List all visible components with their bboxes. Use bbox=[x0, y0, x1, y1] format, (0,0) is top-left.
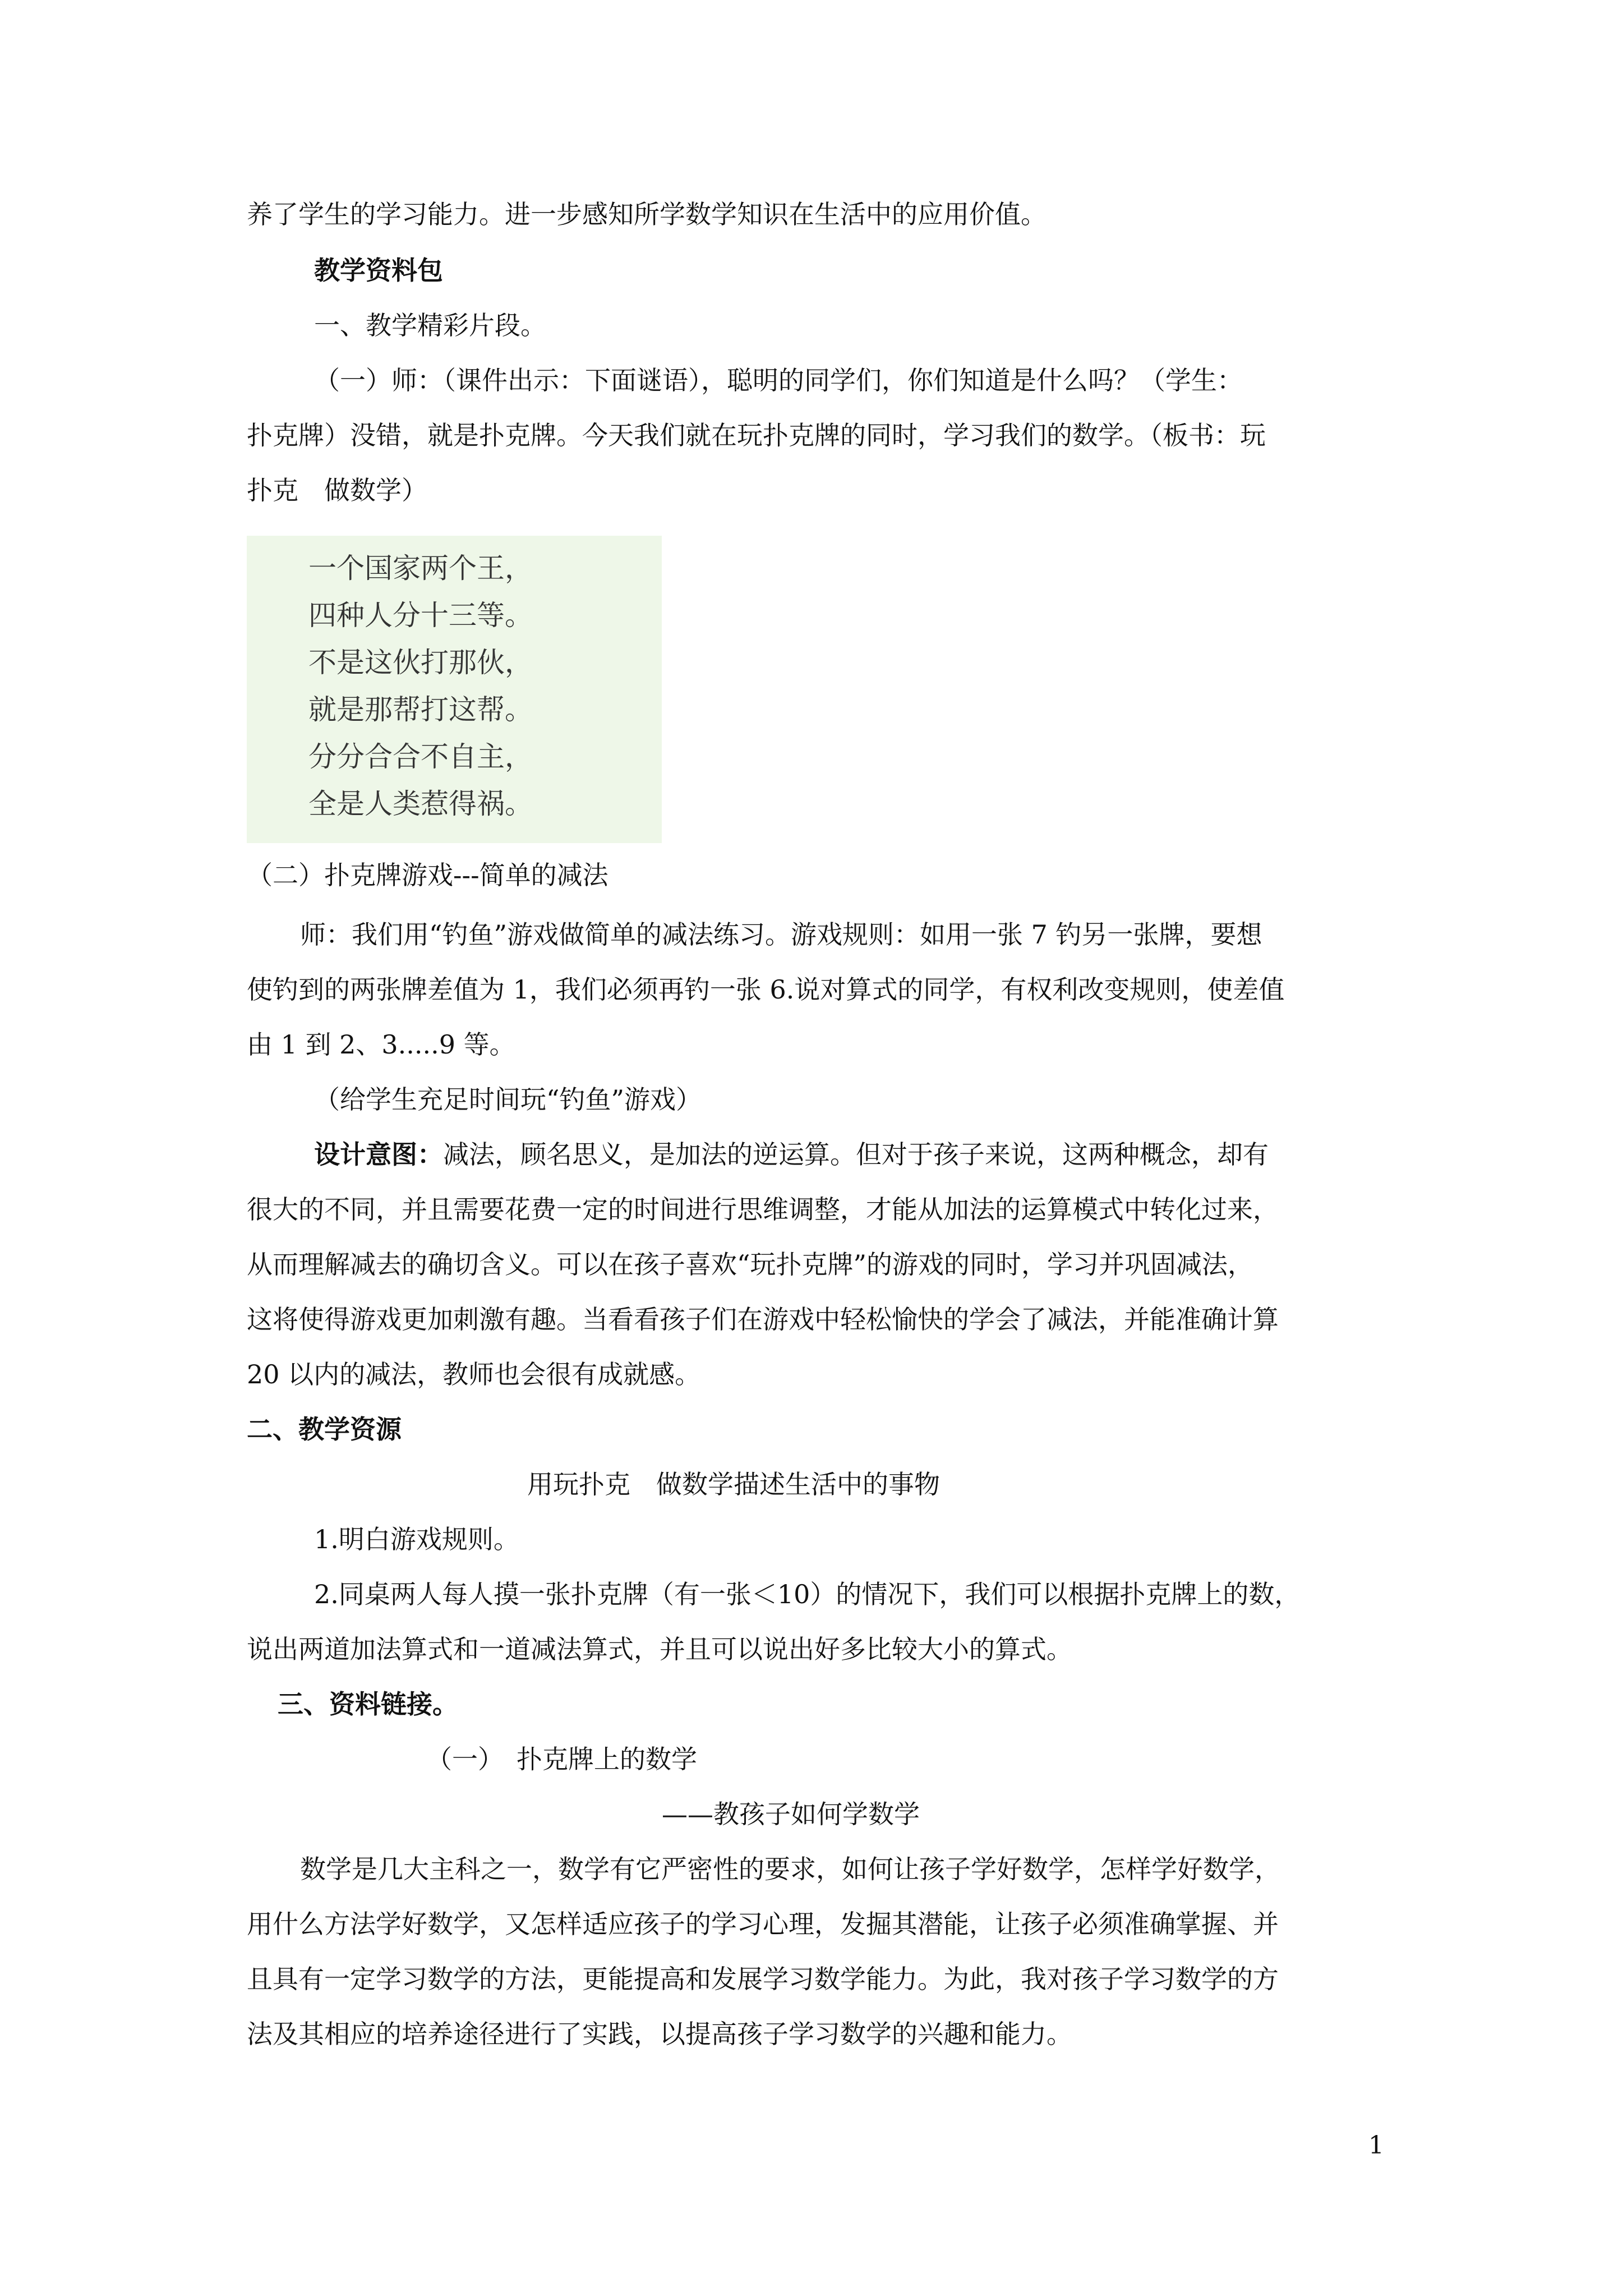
paragraph-math-line-2: 用什么方法学好数学，又怎样适应孩子的学习心理，发掘其潜能，让孩子必须准确掌握、并 bbox=[247, 1909, 1279, 1939]
riddle-line: 四种人分十三等。 bbox=[308, 599, 533, 632]
paragraph-intro-line-2: 扑克牌）没错，就是扑克牌。今天我们就在玩扑克牌的同时，学习我们的数学。（板书：玩 bbox=[247, 420, 1266, 450]
paragraph-design-intent-line-5: 20 以内的减法，教师也会很有成就感。 bbox=[247, 1359, 701, 1389]
paragraph-math-line-3: 且具有一定学习数学的方法，更能提高和发展学习数学能力。为此，我对孩子学习数学的方 bbox=[247, 1964, 1279, 1994]
paragraph-rule-2-line-2: 说出两道加法算式和一道减法算式，并且可以说出好多比较大小的算式。 bbox=[247, 1634, 1072, 1664]
heading-section-two: 二、教学资源 bbox=[247, 1414, 402, 1444]
paragraph-design-intent-line-2: 很大的不同，并且需要花费一定的时间进行思维调整，才能从加法的运算模式中转化过来， bbox=[247, 1194, 1279, 1225]
paragraph-game-rules-line-2: 使钓到的两张牌差值为 1，我们必须再钓一张 6.说对算式的同学，有权利改变规则，使差值 bbox=[247, 974, 1285, 1005]
paragraph-intro-line-1: （一）师：（课件出示：下面谜语），聪明的同学们，你们知道是什么吗？（学生： bbox=[314, 365, 1243, 395]
paragraph-rule-2-line-1: 2.同桌两人每人摸一张扑克牌（有一张＜10）的情况下，我们可以根据扑克牌上的数， bbox=[314, 1579, 1301, 1609]
heading-poker-game: （二）扑克牌游戏---简单的减法 bbox=[247, 860, 608, 890]
riddle-line: 不是这伙打那伙， bbox=[308, 646, 533, 679]
paragraph-game-rules-line-3: 由 1 到 2、3.....9 等。 bbox=[247, 1029, 515, 1060]
page-number: 1 bbox=[1368, 2131, 1384, 2160]
riddle-image bbox=[247, 536, 662, 843]
paragraph-design-intent-line-4: 这将使得游戏更加刺激有趣。当看看孩子们在游戏中轻松愉快的学会了减法，并能准确计算 bbox=[247, 1304, 1279, 1335]
design-intent-text: 减法，顾名思义，是加法的逆运算。但对于孩子来说，这两种概念，却有 bbox=[443, 1139, 1269, 1170]
paragraph-design-intent-line-1 bbox=[314, 1138, 1269, 1171]
paragraph-continuation: 养了学生的学习能力。进一步感知所学数学知识在生活中的应用价值。 bbox=[247, 199, 1046, 229]
paragraph-math-line-4: 法及其相应的培养途径进行了实践，以提高孩子学习数学的兴趣和能力。 bbox=[247, 2019, 1072, 2049]
paragraph-intro-line-3: 扑克 做数学） bbox=[247, 475, 427, 505]
heading-section-two-subtitle: 用玩扑克 做数学描述生活中的事物 bbox=[527, 1469, 940, 1499]
paragraph-game-rules-line-1: 师：我们用“钓鱼”游戏做简单的减法练习。游戏规则：如用一张 7 钓另一张牌，要想 bbox=[300, 919, 1262, 950]
riddle-line: 分分合合不自主， bbox=[308, 740, 533, 773]
riddle-line: 一个国家两个王， bbox=[308, 552, 533, 585]
heading-section-three-subtitle: （一） 扑克牌上的数学 bbox=[426, 1744, 697, 1774]
heading-teaching-materials: 教学资料包 bbox=[314, 255, 443, 286]
heading-section-three: 三、资料链接。 bbox=[278, 1689, 458, 1719]
paragraph-rule-1: 1.明白游戏规则。 bbox=[314, 1524, 519, 1554]
paragraph-play-time: （给学生充足时间玩“钓鱼”游戏） bbox=[314, 1084, 702, 1115]
paragraph-design-intent-line-3: 从而理解减去的确切含义。可以在孩子喜欢“玩扑克牌”的游戏的同时，学习并巩固减法， bbox=[247, 1249, 1254, 1280]
riddle-line: 就是那帮打这帮。 bbox=[308, 693, 533, 726]
paragraph-math-line-1: 数学是几大主科之一，数学有它严密性的要求，如何让孩子学好数学，怎样学好数学， bbox=[300, 1854, 1280, 1884]
heading-section-three-byline: ——教孩子如何学数学 bbox=[662, 1799, 920, 1829]
riddle-line: 全是人类惹得祸。 bbox=[308, 788, 533, 820]
heading-section-one: 一、教学精彩片段。 bbox=[314, 310, 546, 341]
design-intent-label: 设计意图： bbox=[314, 1139, 443, 1170]
